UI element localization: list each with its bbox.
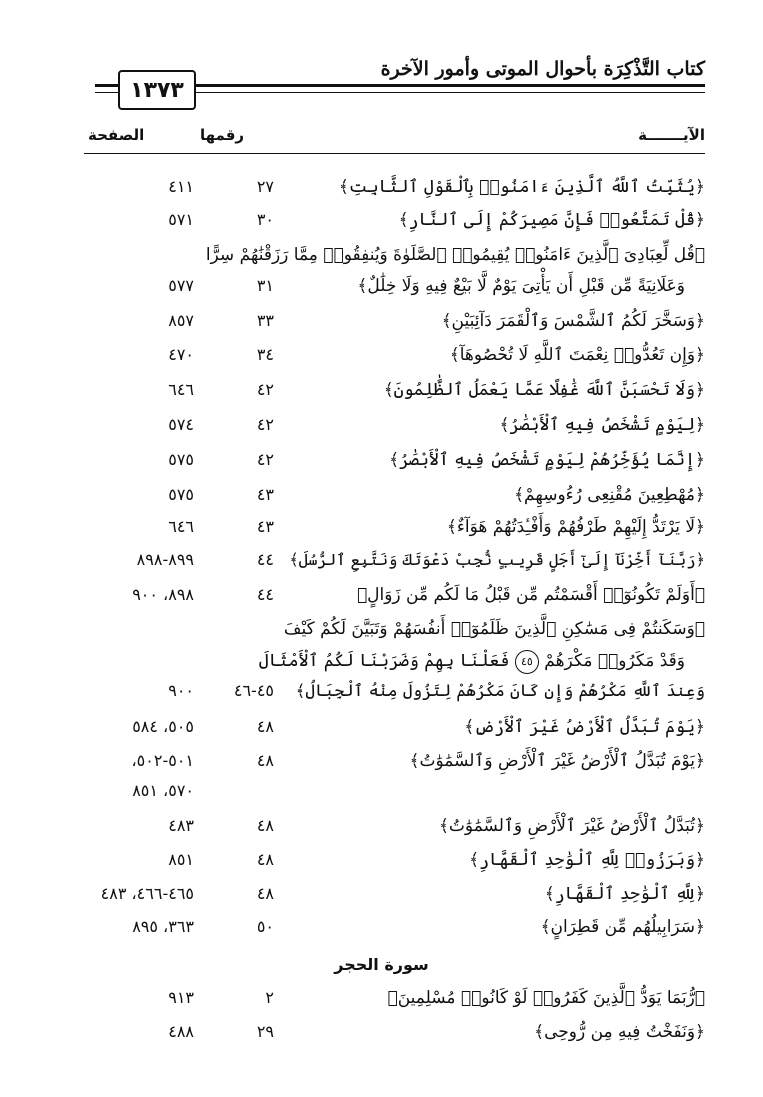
verse-text: ﴿يَوْمَ تُبَدَّلُ ٱلْأَرْضُ غَيْرَ ٱلْأَرْضِ وَٱلسَّمَٰوَٰتُ﴾: [409, 751, 705, 771]
verse-text: ﴿يَوْمَ تُبَدَّلُ ٱلْأَرْضُ غَيْرَ ٱلْأَرْضِ﴾: [464, 717, 705, 737]
verse-text: ﴿لِلَّهِ ٱلْوَٰحِدِ ٱلْقَهَّارِ﴾: [544, 884, 705, 904]
verse-number: ٢٩: [256, 1022, 274, 1041]
table-row: [84, 1017, 705, 1047]
page-ref: ٥٠٥، ٥٨٤: [132, 717, 194, 736]
verse-number: ٣١: [256, 276, 274, 295]
page-ref: ٨٥٧: [168, 311, 194, 330]
page-ref: ٥٧٧: [168, 276, 194, 295]
verse-number: ٣٠: [256, 210, 274, 229]
verse-number: ٥٠: [256, 917, 274, 936]
verse-text: ﴿يُثَبِّتُ ٱللَّهُ ٱلَّذِينَ ءَامَنُوا۟ بِٱلْقَوْلِ ٱلثَّابِتِ﴾: [338, 177, 705, 197]
verse-number: ٤٨: [256, 751, 274, 770]
verse-number: ٤٨: [256, 884, 274, 903]
column-header-verse: الآيـــــــة: [638, 126, 705, 144]
page-ref: ٥٧٥: [168, 450, 194, 469]
table-row: [84, 676, 705, 706]
table-row: [84, 580, 705, 610]
verse-number: ٤٨: [256, 717, 274, 736]
page-ref: ٥٧١: [168, 210, 194, 229]
verse-text: ﴿وَبَرَزُوا۟ لِلَّهِ ٱلْوَٰحِدِ ٱلْقَهَّارِ﴾: [469, 850, 705, 870]
column-header-page: الصفحة: [88, 126, 145, 144]
verse-text: [259, 646, 685, 676]
table-row: [84, 240, 705, 270]
verse-text-part: فَعَلْنَا بِهِمْ وَضَرَبْنَا لَكُمُ ٱلْأَمْثَالَ: [258, 651, 510, 671]
verse-text: ﴿تُبَدَّلُ ٱلْأَرْضُ غَيْرَ ٱلْأَرْضِ وَٱلسَّمَٰوَٰتُ﴾: [438, 816, 705, 836]
verse-text: ﴿رَبَّنَآ أَخِّرْنَآ إِلَىٰٓ أَجَلٍ قَرِيبٍ نُّجِبْ دَعْوَتَكَ وَنَتَّبِعِ ٱلرُّسُلَ﴾: [289, 550, 705, 569]
verse-text: وَعَلَانِيَةً مِّن قَبْلِ أَن يَأْتِىَ يَوْمٌ لَّا بَيْعٌ فِيهِ وَلَا خِلَٰلٌ﴾: [357, 276, 685, 296]
page-ref: ٤٧٠: [168, 345, 194, 364]
verse-number: ٤٥-٤٦: [233, 681, 274, 700]
table-row: [84, 480, 705, 510]
table-row: [84, 845, 705, 875]
table-row: [84, 172, 705, 202]
verse-text: ﴿وَنَفَخْتُ فِيهِ مِن رُّوحِى﴾: [534, 1022, 705, 1042]
verse-number: ٤٢: [256, 450, 274, 469]
page-number: ١٣٧٣: [118, 70, 196, 110]
page-ref: ٦٤٦: [168, 380, 194, 399]
verse-text: ﴿أَوَلَمْ تَكُونُوٓا۟ أَقْسَمْتُم مِّن قَبْلُ مَا لَكُم مِّن زَوَالٍ﴾: [356, 585, 705, 605]
table-row: [84, 776, 705, 806]
page-ref: ٦٤٦: [168, 517, 194, 536]
verse-text: وَعِندَ ٱللَّهِ مَكْرُهُمْ وَإِن كَانَ مَكْرُهُمْ لِتَزُولَ مِنْهُ ٱلْجِبَالُ﴾: [295, 681, 705, 700]
table-row: [84, 271, 705, 301]
verse-text: ﴿وَلَا تَحْسَبَنَّ ٱللَّهَ غَٰفِلًا عَمَّا يَعْمَلُ ٱلظَّٰلِمُونَ﴾: [383, 380, 705, 400]
table-row: [84, 545, 705, 575]
verse-text: ﴿وَسَخَّرَ لَكُمُ ٱلشَّمْسَ وَٱلْقَمَرَ دَآئِبَيْنِ﴾: [441, 311, 705, 331]
column-header-rule: [84, 153, 705, 154]
verse-number: ٢: [265, 988, 274, 1007]
page-ref: ٥٧٥: [168, 485, 194, 504]
surah-heading: سورة الحجر: [334, 955, 429, 974]
page-ref: ٨٥١: [168, 850, 194, 869]
page-ref: ٨٩٩-٨٩٨: [136, 550, 194, 569]
verse-number: ٤٤: [256, 550, 274, 569]
verse-text: ﴿وَإِن تَعُدُّوا۟ نِعْمَتَ ٱللَّهِ لَا تُحْصُوهَآ﴾: [449, 345, 705, 365]
table-row: [84, 306, 705, 336]
table-row: [84, 205, 705, 235]
verse-text: ﴿وَسَكَنتُمْ فِى مَسَٰكِنِ ٱلَّذِينَ ظَلَمُوٓا۟ أَنفُسَهُمْ وَتَبَيَّنَ لَكُمْ كَيْفَ: [283, 619, 705, 639]
page-ref: ٤٨٨: [168, 1022, 194, 1041]
verse-text: ﴿رُّبَمَا يَوَدُّ ٱلَّذِينَ كَفَرُوا۟ لَوْ كَانُوا۟ مُسْلِمِينَ﴾: [387, 988, 705, 1008]
page-ref: ٥٧٤: [168, 415, 194, 434]
verse-number: ٤٤: [256, 585, 274, 604]
table-row: [84, 375, 705, 405]
page-ref: ٥٠١-٥٠٢،: [131, 751, 194, 770]
verse-text: ﴿مُهْطِعِينَ مُقْنِعِى رُءُوسِهِمْ﴾: [514, 485, 705, 505]
table-row: [84, 646, 705, 676]
table-row: [84, 811, 705, 841]
verse-text: ﴿لِيَوْمٍ تَشْخَصُ فِيهِ ٱلْأَبْصَٰرُ﴾: [499, 415, 705, 435]
verse-number: ٤٣: [256, 517, 274, 536]
verse-number: ٢٧: [256, 177, 274, 196]
page-ref: ٣٦٣، ٨٩٥: [132, 917, 194, 936]
ayah-number-mark: ٤٥: [515, 650, 539, 674]
verse-text: ﴿سَرَابِيلُهُم مِّن قَطِرَانٍ﴾: [540, 917, 705, 937]
verse-number: ٤٨: [256, 850, 274, 869]
book-title: كتاب التَّذْكِرَة بأحوال الموتى وأمور الآخرة: [380, 58, 705, 80]
column-header-number: رقمها: [200, 126, 245, 144]
table-row: [84, 912, 705, 942]
table-row: [84, 746, 705, 776]
verse-text-part: وَقَدْ مَكَرُوا۟ مَكْرَهُمْ: [544, 651, 685, 671]
verse-text: ﴿إِنَّمَا يُؤَخِّرُهُمْ لِيَوْمٍ تَشْخَصُ فِيهِ ٱلْأَبْصَٰرُ﴾: [389, 450, 705, 470]
verse-text: ﴿قُل لِّعِبَادِىَ ٱلَّذِينَ ءَامَنُوا۟ يُقِيمُوا۟ ٱلصَّلَوٰةَ وَيُنفِقُوا۟ مِمَّا رَزَقْنَٰهُمْ سِرًّا: [205, 245, 705, 265]
table-row: [84, 983, 705, 1013]
table-row: [84, 614, 705, 644]
verse-text: ﴿قُلْ تَمَتَّعُوا۟ فَإِنَّ مَصِيرَكُمْ إِلَى ٱلنَّارِ﴾: [398, 210, 705, 230]
table-row: [84, 712, 705, 742]
table-row: [84, 879, 705, 909]
verse-text: ﴿لَا يَرْتَدُّ إِلَيْهِمْ طَرْفُهُمْ وَأَفْـِٔدَتُهُمْ هَوَآءٌ﴾: [446, 517, 705, 537]
table-row: [84, 445, 705, 475]
page-ref: ٥٧٠، ٨٥١: [132, 781, 194, 800]
verse-number: ٣٣: [256, 311, 274, 330]
table-row: [84, 410, 705, 440]
verse-number: ٤٨: [256, 816, 274, 835]
page-ref: ٤١١: [168, 177, 194, 196]
page-ref: ٩٠٠: [168, 681, 194, 700]
page-ref: ٨٩٨، ٩٠٠: [132, 585, 194, 604]
verse-number: ٣٤: [256, 345, 274, 364]
page-ref: ٤٨٣: [168, 816, 194, 835]
verse-number: ٤٢: [256, 380, 274, 399]
verse-number: ٤٣: [256, 485, 274, 504]
page-ref: ٩١٣: [168, 988, 194, 1007]
verse-number: ٤٢: [256, 415, 274, 434]
table-row: [84, 340, 705, 370]
page-ref: ٤٦٥-٤٦٦، ٤٨٣: [100, 884, 194, 903]
table-row: [84, 512, 705, 542]
